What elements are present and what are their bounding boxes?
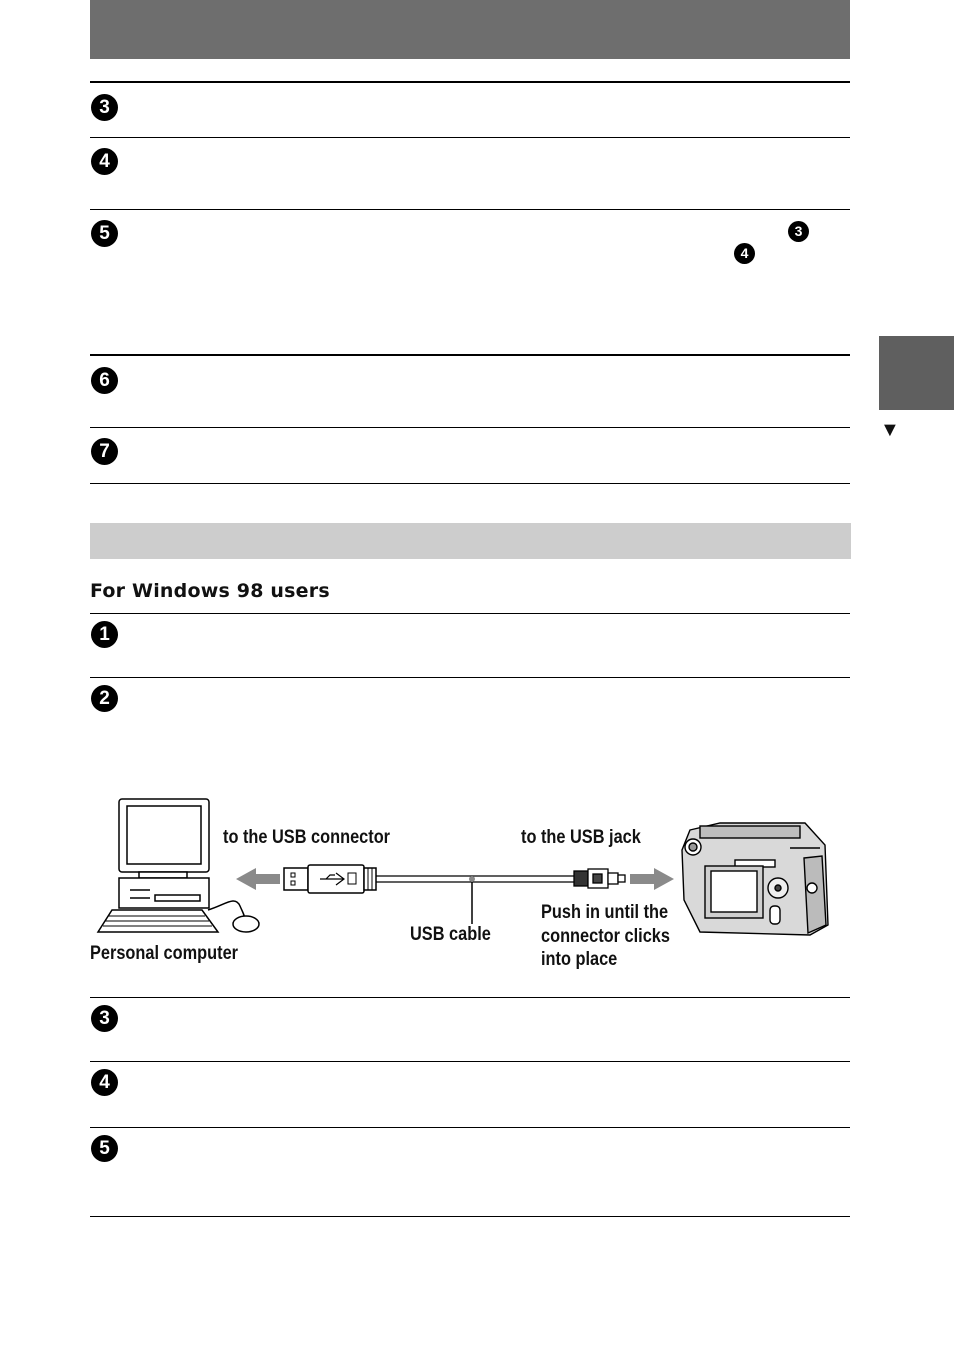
step-number: 4 bbox=[91, 1069, 118, 1096]
usb-cable-label: USB cable bbox=[410, 924, 491, 945]
step-number: 7 bbox=[91, 438, 118, 465]
push-in-label-line: into place bbox=[541, 949, 618, 970]
digital-camera-icon bbox=[682, 823, 828, 935]
continue-arrow-icon: ▼ bbox=[880, 419, 900, 441]
left-arrow-icon bbox=[236, 868, 280, 890]
step-number: 4 bbox=[91, 148, 118, 175]
divider bbox=[90, 1127, 850, 1128]
step-number: 5 bbox=[91, 220, 118, 247]
step-number: 3 bbox=[91, 94, 118, 121]
personal-computer-icon bbox=[98, 799, 259, 932]
step-number: 5 bbox=[91, 1135, 118, 1162]
inline-step-ref: 4 bbox=[734, 243, 755, 264]
personal-computer-label: Personal computer bbox=[90, 943, 239, 964]
inline-step-ref: 3 bbox=[788, 221, 809, 242]
step-number: 2 bbox=[91, 685, 118, 712]
usb-jack-label: to the USB jack bbox=[521, 827, 641, 848]
divider bbox=[90, 1216, 850, 1217]
push-in-label-line: connector clicks bbox=[541, 926, 670, 947]
push-in-label-line: Push in until the bbox=[541, 902, 669, 923]
right-arrow-icon bbox=[630, 868, 674, 890]
step-number: 6 bbox=[91, 367, 118, 394]
usb-a-plug-icon bbox=[284, 865, 376, 893]
step-number: 3 bbox=[91, 1005, 118, 1032]
usb-connector-label: to the USB connector bbox=[223, 827, 391, 848]
mini-usb-plug-icon bbox=[574, 869, 625, 888]
divider bbox=[90, 997, 850, 998]
divider bbox=[90, 1061, 850, 1062]
step-number: 1 bbox=[91, 621, 118, 648]
section-subheading: For Windows 98 users bbox=[90, 580, 330, 602]
